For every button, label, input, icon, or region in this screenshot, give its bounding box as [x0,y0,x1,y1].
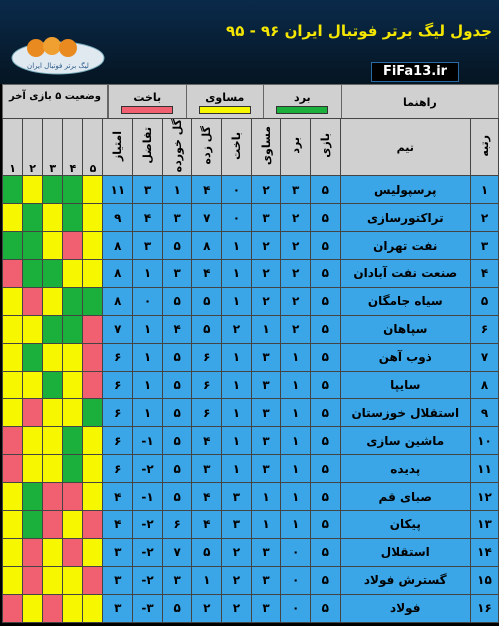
won-header: برد [281,119,311,176]
table-row [3,176,499,204]
form-cell [83,204,103,232]
gd-cell: -۲ [133,511,163,539]
table-row [3,511,499,539]
lost-cell: ۱ [222,287,252,315]
form-cell [83,427,103,455]
form-cell [63,538,83,566]
gf-cell: ۲ [192,594,222,622]
team-name: ماشین سازی [340,427,470,455]
form-cell [23,483,43,511]
drawn-cell: ۳ [251,455,281,483]
form-cell [23,566,43,594]
pts-cell: ۸ [103,260,133,288]
rank-cell: ۹ [470,399,498,427]
form-cell [23,287,43,315]
team-name: استقلال خوزستان [340,399,470,427]
form-cell [3,455,23,483]
drawn-cell: ۱ [251,315,281,343]
ga-cell: ۵ [162,343,192,371]
form-cell [63,232,83,260]
won-cell: ۱ [281,511,311,539]
table-row [3,315,499,343]
table-row [3,399,499,427]
played-cell: ۵ [310,455,340,483]
drawn-header: مساوی [251,119,281,176]
table-header [3,119,499,176]
played-cell: ۵ [310,399,340,427]
form-cell [3,343,23,371]
played-cell: ۵ [310,371,340,399]
form-cell [23,538,43,566]
form-cell [43,427,63,455]
ga-cell: ۵ [162,399,192,427]
draw-swatch [199,106,251,114]
pts-cell: ۸ [103,287,133,315]
won-cell: ۲ [281,204,311,232]
played-cell: ۵ [310,427,340,455]
form-cell [83,594,103,622]
pts-cell: ۸ [103,232,133,260]
form-cell [43,232,63,260]
table-row [3,204,499,232]
table-row [3,566,499,594]
form-cell [63,594,83,622]
legend-draw: مساوی [186,85,264,120]
drawn-cell: ۲ [251,287,281,315]
site-label: FiFa13.ir [371,62,459,82]
form-cell [43,176,63,204]
lost-cell: ۱ [222,260,252,288]
lost-header: باخت [222,119,252,176]
legend-loss: باخت [109,85,187,120]
form-cell [63,371,83,399]
gf-cell: ۵ [192,287,222,315]
won-cell: ۲ [281,287,311,315]
gd-cell: ۱ [133,260,163,288]
drawn-cell: ۲ [251,260,281,288]
rank-cell: ۶ [470,315,498,343]
gd-header: تفاضل [133,119,163,176]
won-cell: ۱ [281,427,311,455]
lost-cell: ۰ [222,176,252,204]
form-cell [43,594,63,622]
form-cell [63,483,83,511]
banner [0,0,499,84]
played-cell: ۵ [310,511,340,539]
gf-cell: ۳ [192,455,222,483]
gd-cell: -۲ [133,566,163,594]
ga-cell: ۵ [162,427,192,455]
pts-cell: ۶ [103,427,133,455]
drawn-cell: ۳ [251,204,281,232]
gd-cell: ۰ [133,287,163,315]
form-cell [3,566,23,594]
rank-cell: ۳ [470,232,498,260]
gd-cell: ۴ [133,204,163,232]
form-cell [43,343,63,371]
form-cell [43,315,63,343]
rank-cell: ۸ [470,371,498,399]
lost-cell: ۱ [222,371,252,399]
form-cell [83,371,103,399]
ga-cell: ۱ [162,176,192,204]
form-cell [63,204,83,232]
lost-cell: ۲ [222,594,252,622]
team-name: تراکتورسازی [340,204,470,232]
pts-cell: ۷ [103,315,133,343]
gd-cell: -۲ [133,538,163,566]
drawn-cell: ۱ [251,483,281,511]
page-title: جدول لیگ برتر فوتبال ایران ۹۶ - ۹۵ [226,22,492,40]
gd-cell: ۱ [133,315,163,343]
played-header: بازی [310,119,340,176]
lost-cell: ۳ [222,511,252,539]
legend-guide: راهنما [341,85,498,120]
form-cell [23,204,43,232]
gf-cell: ۷ [192,204,222,232]
table-row [3,287,499,315]
team-name: سایپا [340,371,470,399]
gf-cell: ۶ [192,399,222,427]
pts-cell: ۶ [103,455,133,483]
rank-cell: ۱۳ [470,511,498,539]
team-name: پرسپولیس [340,176,470,204]
rank-cell: ۷ [470,343,498,371]
team-name: گسترش فولاد [340,566,470,594]
lost-cell: ۱ [222,343,252,371]
table-row [3,260,499,288]
rank-cell: ۱۵ [470,566,498,594]
form-cell [63,566,83,594]
form-cell [43,511,63,539]
form-cell [3,315,23,343]
lost-cell: ۱ [222,427,252,455]
ga-cell: ۴ [162,315,192,343]
table-row [3,343,499,371]
table-row [3,232,499,260]
pts-cell: ۶ [103,371,133,399]
played-cell: ۵ [310,232,340,260]
form-cell [3,260,23,288]
form-cell [83,538,103,566]
form-cell [43,371,63,399]
lost-cell: ۱ [222,399,252,427]
form-cell [63,399,83,427]
form-cell [83,455,103,483]
rank-cell: ۱۲ [470,483,498,511]
form-cell [83,315,103,343]
drawn-cell: ۲ [251,176,281,204]
drawn-cell: ۳ [251,538,281,566]
lost-cell: ۲ [222,538,252,566]
form-cell [43,483,63,511]
pts-header: امتیاز [103,119,133,176]
rank-cell: ۱۱ [470,455,498,483]
rank-cell: ۴ [470,260,498,288]
form-cell [3,287,23,315]
gf-cell: ۴ [192,260,222,288]
form-cell [83,399,103,427]
won-cell: ۱ [281,399,311,427]
rank-header: رتبه [470,119,498,176]
form-cell [3,594,23,622]
form-cell [83,511,103,539]
form-cell [63,455,83,483]
gd-cell: ۱ [133,343,163,371]
form-cell [23,371,43,399]
form-cell [63,287,83,315]
form-cell [63,260,83,288]
drawn-cell: ۱ [251,511,281,539]
pts-cell: ۳ [103,566,133,594]
gf-cell: ۴ [192,511,222,539]
gd-cell: ۳ [133,176,163,204]
form-cell [63,427,83,455]
played-cell: ۵ [310,566,340,594]
lost-cell: ۲ [222,315,252,343]
form-cell [83,287,103,315]
lost-cell: ۲ [222,566,252,594]
ga-cell: ۵ [162,287,192,315]
week-5-header: ۵ [83,119,103,176]
played-cell: ۵ [310,204,340,232]
rank-cell: ۱۶ [470,594,498,622]
gf-header: گل زده [192,119,222,176]
form-cell [23,343,43,371]
drawn-cell: ۳ [251,371,281,399]
played-cell: ۵ [310,594,340,622]
gd-cell: -۲ [133,455,163,483]
form-cell [43,287,63,315]
lost-cell: ۳ [222,483,252,511]
drawn-cell: ۳ [251,343,281,371]
pts-cell: ۳ [103,594,133,622]
form-cell [43,204,63,232]
form-cell [23,511,43,539]
won-cell: ۱ [281,371,311,399]
played-cell: ۵ [310,176,340,204]
form-cell [83,343,103,371]
gf-cell: ۵ [192,538,222,566]
pts-cell: ۶ [103,343,133,371]
gd-cell: -۱ [133,483,163,511]
form-cell [43,566,63,594]
pts-cell: ۴ [103,511,133,539]
svg-text:لیگ برتر فوتبال ایران: لیگ برتر فوتبال ایران [27,62,89,70]
form-cell [3,204,23,232]
ga-cell: ۷ [162,538,192,566]
form-cell [23,176,43,204]
ga-cell: ۵ [162,594,192,622]
week-3-header: ۳ [43,119,63,176]
form-cell [63,176,83,204]
gd-cell: ۱ [133,371,163,399]
team-name: سپاهان [340,315,470,343]
table-row [3,538,499,566]
gf-cell: ۴ [192,427,222,455]
drawn-cell: ۳ [251,399,281,427]
form-cell [3,232,23,260]
won-cell: ۱ [281,455,311,483]
team-name: فولاد [340,594,470,622]
played-cell: ۵ [310,483,340,511]
won-cell: ۳ [281,176,311,204]
won-cell: ۰ [281,538,311,566]
form-cell [63,511,83,539]
gf-cell: ۶ [192,343,222,371]
legend-win: برد [264,85,342,120]
form-cell [23,399,43,427]
played-cell: ۵ [310,287,340,315]
gf-cell: ۶ [192,371,222,399]
gf-cell: ۵ [192,315,222,343]
gf-cell: ۱ [192,566,222,594]
table-row [3,371,499,399]
form-cell [43,260,63,288]
form-cell [83,232,103,260]
gd-cell: -۱ [133,427,163,455]
table-row [3,594,499,622]
gf-cell: ۴ [192,176,222,204]
form-cell [23,232,43,260]
team-name: صبای قم [340,483,470,511]
form-cell [23,427,43,455]
ga-cell: ۳ [162,204,192,232]
team-name: ذوب آهن [340,343,470,371]
gf-cell: ۴ [192,483,222,511]
form-cell [3,511,23,539]
form-cell [23,594,43,622]
form-cell [3,483,23,511]
played-cell: ۵ [310,315,340,343]
form-cell [43,538,63,566]
rank-cell: ۵ [470,287,498,315]
drawn-cell: ۳ [251,427,281,455]
drawn-cell: ۳ [251,594,281,622]
form-cell [23,315,43,343]
league-logo [8,34,108,78]
team-name: پدیده [340,455,470,483]
rank-cell: ۱۰ [470,427,498,455]
pts-cell: ۳ [103,538,133,566]
form-cell [83,483,103,511]
drawn-cell: ۲ [251,232,281,260]
form-cell [3,371,23,399]
team-name: سیاه جامگان [340,287,470,315]
gd-cell: ۳ [133,232,163,260]
form-cell [83,260,103,288]
table-row [3,455,499,483]
ga-cell: ۵ [162,371,192,399]
won-cell: ۲ [281,260,311,288]
played-cell: ۵ [310,538,340,566]
form-cell [23,260,43,288]
legend [108,84,499,120]
ga-cell: ۳ [162,566,192,594]
week-4-header: ۴ [63,119,83,176]
team-header: تیم [340,119,470,176]
form-cell [83,566,103,594]
gf-cell: ۸ [192,232,222,260]
ga-header: گل خورده [162,119,192,176]
drawn-cell: ۳ [251,566,281,594]
form-cell [63,343,83,371]
rank-cell: ۱۴ [470,538,498,566]
last5-label: وضعیت ۵ بازی آخر [8,91,102,102]
lost-cell: ۱ [222,455,252,483]
table-row [3,483,499,511]
won-cell: ۲ [281,232,311,260]
form-cell [83,176,103,204]
gd-cell: -۳ [133,594,163,622]
team-name: پیکان [340,511,470,539]
played-cell: ۵ [310,260,340,288]
form-cell [43,399,63,427]
played-cell: ۵ [310,343,340,371]
won-cell: ۰ [281,566,311,594]
lost-cell: ۱ [222,232,252,260]
pts-cell: ۴ [103,483,133,511]
table-row [3,427,499,455]
form-cell [3,538,23,566]
week-2-header: ۲ [23,119,43,176]
team-name: استقلال [340,538,470,566]
pts-cell: ۶ [103,399,133,427]
pts-cell: ۹ [103,204,133,232]
standings-table [2,118,499,623]
rank-cell: ۱ [470,176,498,204]
team-name: نفت تهران [340,232,470,260]
won-cell: ۱ [281,343,311,371]
win-swatch [276,106,328,114]
team-name: صنعت نفت آبادان [340,260,470,288]
pts-cell: ۱۱ [103,176,133,204]
won-cell: ۱ [281,483,311,511]
ga-cell: ۳ [162,260,192,288]
form-cell [63,315,83,343]
won-cell: ۰ [281,594,311,622]
ga-cell: ۵ [162,232,192,260]
ga-cell: ۶ [162,511,192,539]
form-cell [23,455,43,483]
form-cell [43,455,63,483]
ga-cell: ۵ [162,455,192,483]
week-1-header: ۱ [3,119,23,176]
form-cell [3,176,23,204]
rank-cell: ۲ [470,204,498,232]
form-cell [3,427,23,455]
lost-cell: ۰ [222,204,252,232]
gd-cell: ۱ [133,399,163,427]
ga-cell: ۵ [162,483,192,511]
won-cell: ۲ [281,315,311,343]
loss-swatch [121,106,173,114]
form-cell [3,399,23,427]
